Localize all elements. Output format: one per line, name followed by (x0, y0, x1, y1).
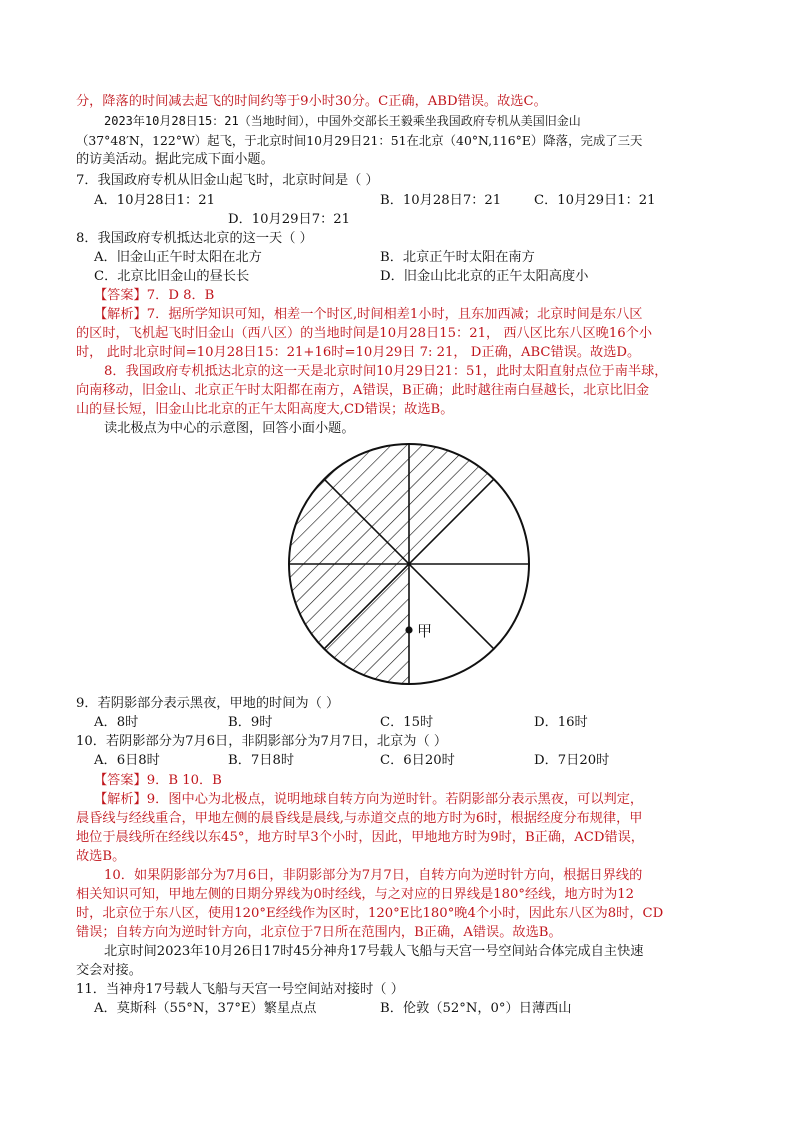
q8-option-c[interactable]: C．北京比旧金山的昼长长 (94, 269, 250, 284)
analysis-9-1: 【解析】9．图中心为北极点，说明地球自转方向为逆时针。若阴影部分表示黑夜，可以判定， (94, 792, 644, 807)
analysis-7-3: 时， 此时北京时间=10月28日15：21+16时=10月29日 7: 21， D正确，ABC错误。故选D。 (76, 345, 641, 360)
q9-option-d[interactable]: D．16时 (534, 715, 588, 730)
analysis-7-2: 的区时，飞机起飞时旧金山（西八区）的当地时间是10月28日15：21， 西八区比东八区晚16个小 (76, 326, 653, 341)
analysis-10-1: 10．如果阴影部分为7月6日，非阴影部分为7月7日，自转方向为逆时针方向，根据日界线的 (104, 868, 643, 883)
analysis-8-2: 向南移动，旧金山、北京正午时太阳都在南方，A错误，B正确；此时越往南白昼越长，北京比旧金 (76, 383, 650, 398)
material-intro-2: （37°48′N，122°W）起飞，于北京时间10月29日21：51在北京（40°N,116°E）降落，完成了三天 (76, 133, 643, 148)
material-shenzhou-1: 北京时间2023年10月26日17时45分神舟17号载人飞船与天宫一号空间站合体完成自主快速 (104, 944, 644, 959)
analysis-9-3: 地位于晨线所在经线以东45°，地方时早3个小时，因此，甲地地方时为9时，B正确，ACD错误， (76, 830, 644, 845)
q8-option-b[interactable]: B．北京正午时太阳在南方 (380, 250, 535, 265)
q11-option-b[interactable]: B．伦敦（52°N，0°）日薄西山 (380, 1001, 572, 1016)
q10-option-d[interactable]: D．7日20时 (534, 753, 610, 768)
material-intro-1: 2023年10月28日15：21（当地时间），中国外交部长王毅乘坐我国政府专机从美国旧金山 (104, 114, 581, 128)
q9-option-b[interactable]: B．9时 (228, 715, 273, 730)
question-11: 11．当神舟17号载人飞船与天宫一号空间站对接时（ ） (76, 982, 404, 997)
question-7: 7．我国政府专机从旧金山起飞时，北京时间是（ ） (76, 173, 379, 188)
q9-option-a[interactable]: A．8时 (94, 715, 139, 730)
q10-option-c[interactable]: C．6日20时 (380, 753, 455, 768)
question-8: 8．我国政府专机抵达北京的这一天（ ） (76, 231, 313, 246)
analysis-10-3: 时，北京位于东八区，使用120°E经线作为区时，120°E比180°晚4个小时，因此东八区为8时，CD (76, 906, 664, 921)
q9-option-c[interactable]: C．15时 (380, 715, 434, 730)
answer-7-8: 【答案】7．D 8．B (94, 288, 215, 303)
q7-option-a[interactable]: A．10月28日1：21 (94, 193, 216, 208)
q8-option-a[interactable]: A．旧金山正午时太阳在北方 (94, 250, 262, 265)
analysis-10-2: 相关知识可知，甲地左侧的日期分界线为0时经线，与之对应的日界线是180°经线，地方时为12 (76, 887, 635, 902)
prev-answer-tail: 分，降落的时间减去起飞的时间约等于9小时30分。C正确，ABD错误。故选C。 (76, 94, 547, 109)
q11-option-a[interactable]: A．莫斯科（55°N，37°E）繁星点点 (94, 1001, 317, 1016)
q7-option-d[interactable]: D．10月29日7：21 (228, 212, 351, 227)
analysis-9-2: 晨昏线与经线重合，甲地左侧的晨昏线是晨线,与赤道交点的地方时为6时，根据经度分布规律，甲 (76, 811, 643, 826)
north-pole-diagram (286, 441, 532, 687)
analysis-9-4: 故选B。 (76, 849, 126, 864)
material-intro-3: 的访美活动。据此完成下面小题。 (76, 152, 274, 167)
diagram-prompt: 读北极点为中心的示意图，回答小面小题。 (104, 421, 355, 436)
analysis-8-3: 山的昼长短，旧金山比北京的正午太阳高度大,CD错误；故选B。 (76, 402, 454, 417)
analysis-7-1: 【解析】7．据所学知识可知，相差一个时区,时间相差1小时，且东加西减；北京时间是东八区 (94, 307, 643, 322)
question-10: 10．若阴影部分为7月6日，非阴影部分为7月7日，北京为（ ） (76, 734, 448, 749)
answer-9-10: 【答案】9．B 10．B (94, 773, 222, 788)
q10-option-b[interactable]: B．7日8时 (228, 753, 295, 768)
q7-option-c[interactable]: C．10月29日1：21 (534, 193, 656, 208)
point-jia-label: 甲 (417, 622, 433, 640)
material-shenzhou-2: 交会对接。 (76, 963, 142, 978)
q10-option-a[interactable]: A．6日8时 (94, 753, 160, 768)
point-jia-marker (405, 626, 412, 633)
q7-option-b[interactable]: B．10月28日7：21 (380, 193, 502, 208)
analysis-10-4: 错误；自转方向为逆时针方向，北京位于7日所在范围内，B正确，A错误。故选B。 (76, 925, 562, 940)
q8-option-d[interactable]: D．旧金山比北京的正午太阳高度小 (380, 269, 589, 284)
analysis-8-1: 8．我国政府专机抵达北京的这一天是北京时间10月29日21：51，此时太阳直射点位于南半球， (104, 364, 668, 379)
question-9: 9．若阴影部分表示黑夜，甲地的时间为（ ） (76, 696, 340, 711)
